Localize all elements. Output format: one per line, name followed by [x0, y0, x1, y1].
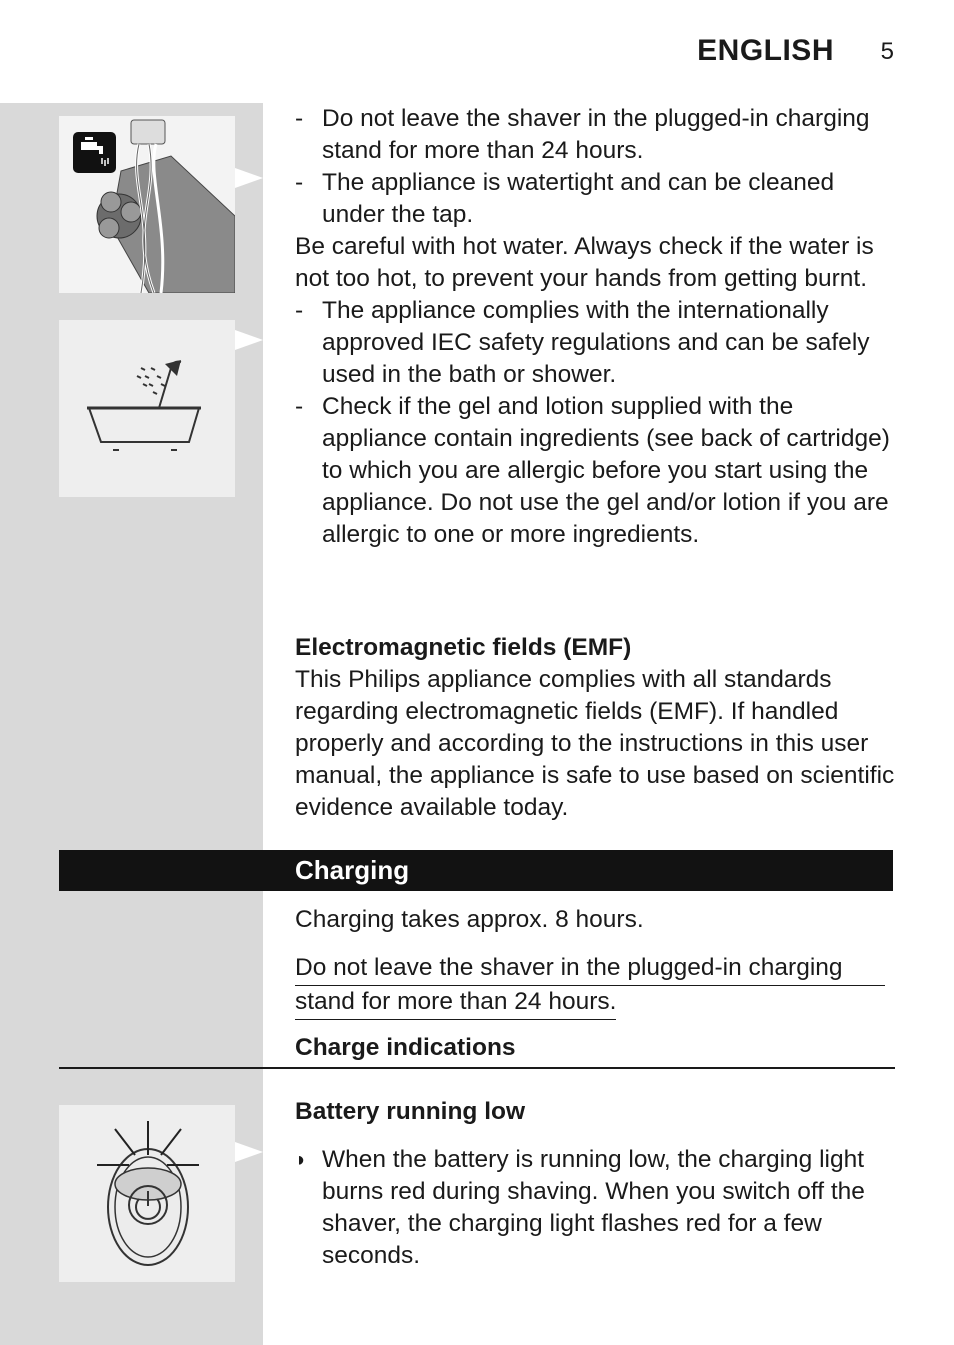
figure-pointer	[235, 168, 263, 188]
figure-charging-light	[59, 1105, 235, 1282]
charge-indications-heading: Charge indications	[295, 1034, 516, 1061]
figure-bath-shower	[59, 320, 235, 497]
bath-shower-icon	[59, 320, 235, 497]
language-header: ENGLISH	[697, 34, 834, 67]
emf-section	[295, 632, 895, 824]
list-item: - The appliance complies with the internationally approved IEC safety regulations and can be safely used in the bath or shower.	[295, 297, 870, 388]
triangle-bullet-icon: ◗	[295, 1149, 308, 1171]
charging-duration: Charging takes approx. 8 hours.	[295, 906, 644, 933]
battery-low-item	[295, 1144, 895, 1272]
battery-low-text: When the battery is running low, the charging light burns red during shaving. When you switch off the shaver, the charging light flashes red for a few seconds.	[322, 1146, 865, 1269]
list-item-text: Do not leave the shaver in the plugged-in charging stand for more than 24 hours.	[322, 105, 870, 164]
figure-pointer	[235, 1142, 263, 1162]
emf-heading: Electromagnetic fields (EMF)	[295, 634, 632, 661]
shaver-under-tap-illustration	[59, 116, 235, 293]
warning-line-1: Do not leave the shaver in the plugged-in charging	[295, 952, 885, 986]
list-item: - The appliance is watertight and can be cleaned under the tap.	[295, 169, 835, 228]
page-number: 5	[880, 38, 894, 65]
list-item: - Do not leave the shaver in the plugged-in charging stand for more than 24 hours.	[295, 105, 870, 164]
hot-water-caution: Be careful with hot water. Always check if the water is not too hot, to prevent your hands from getting burnt.	[295, 233, 874, 292]
safety-section	[295, 103, 895, 551]
charging-light-flash-icon	[59, 1105, 235, 1282]
emf-body: This Philips appliance complies with all standards regarding electromagnetic fields (EMF). If handled properly and according to the instructions in this user manual, the appliance is safe to use based on scientific evidence available today.	[295, 666, 895, 821]
warning-line-2: stand for more than 24 hours.	[295, 986, 616, 1020]
figure-shaver-under-tap	[59, 116, 235, 293]
list-item-text: Check if the gel and lotion supplied with the appliance contain ingredients (see back of cartridge) to which you are allergic before you start using the appliance. Do not use the gel and/or lotion if you are allergic to one or more ingredients.	[322, 393, 890, 548]
charging-section-bar	[59, 850, 893, 891]
section-divider	[59, 1067, 895, 1069]
figure-pointer	[235, 330, 263, 350]
list-item-text: The appliance complies with the internationally approved IEC safety regulations and can be safely used in the bath or shower.	[322, 297, 870, 388]
list-item: - Check if the gel and lotion supplied with the appliance contain ingredients (see back of cartridge) to which you are allergic before you start using the appliance. Do not use the gel and/or lotion if you are allergic to one or more ingredients.	[295, 393, 890, 548]
tap-water-icon	[73, 132, 116, 173]
charging-heading: Charging	[295, 855, 410, 885]
battery-low-heading: Battery running low	[295, 1098, 526, 1125]
charging-warning	[295, 952, 895, 1020]
list-item-text: The appliance is watertight and can be cleaned under the tap.	[322, 169, 835, 228]
